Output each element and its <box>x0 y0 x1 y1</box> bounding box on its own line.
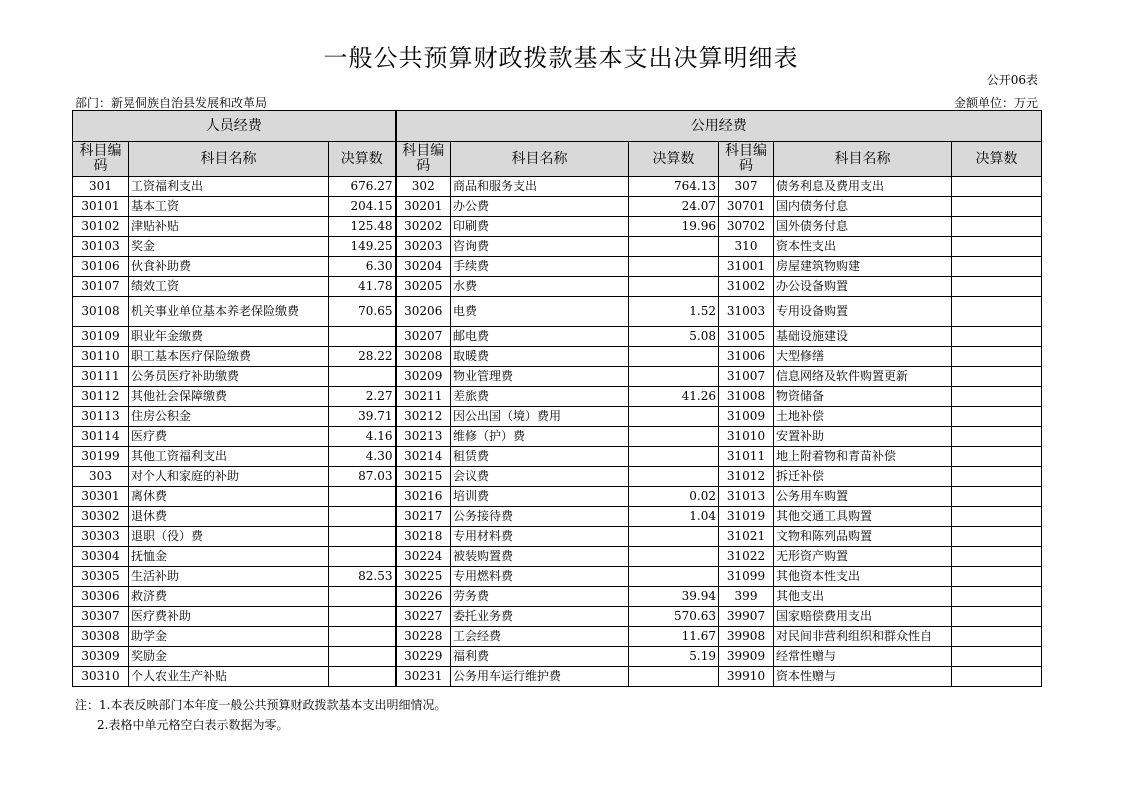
department-label: 部门：新晃侗族自治县发展和改革局 <box>75 96 268 110</box>
subject-code: 30112 <box>73 387 129 407</box>
group-personnel: 人员经费 <box>73 111 396 142</box>
subject-amount: 149.25 <box>329 237 396 257</box>
subject-name: 资本性支出 <box>774 237 952 257</box>
subject-amount: 87.03 <box>329 467 396 487</box>
subject-code: 30305 <box>73 567 129 587</box>
subject-name: 国家赔偿费用支出 <box>774 607 952 627</box>
subject-code: 30306 <box>73 587 129 607</box>
subject-name: 办公费 <box>451 197 629 217</box>
subject-code: 30201 <box>396 197 451 217</box>
subject-amount <box>329 667 396 687</box>
subject-code: 30203 <box>396 237 451 257</box>
subject-code: 31002 <box>719 277 774 297</box>
subject-code: 30213 <box>396 427 451 447</box>
subject-name: 其他交通工具购置 <box>774 507 952 527</box>
subject-amount: 41.78 <box>329 277 396 297</box>
subject-code: 30212 <box>396 407 451 427</box>
subject-amount: 1.52 <box>629 297 719 327</box>
subject-name: 对民间非营利组织和群众性自 <box>774 627 952 647</box>
subject-amount <box>329 507 396 527</box>
subject-amount <box>952 507 1042 527</box>
subject-code: 30227 <box>396 607 451 627</box>
subject-amount <box>952 667 1042 687</box>
subject-name: 机关事业单位基本养老保险缴费 <box>129 297 329 327</box>
subject-code: 30231 <box>396 667 451 687</box>
subject-name: 经常性赠与 <box>774 647 952 667</box>
subject-amount <box>952 257 1042 277</box>
subject-amount: 11.67 <box>629 627 719 647</box>
subject-code: 30107 <box>73 277 129 297</box>
subject-name: 手续费 <box>451 257 629 277</box>
subject-code: 31019 <box>719 507 774 527</box>
table-row <box>73 507 1042 527</box>
subject-name: 物业管理费 <box>451 367 629 387</box>
col-code-b: 科目编码 <box>396 142 451 177</box>
subject-name: 抚恤金 <box>129 547 329 567</box>
subject-code: 30215 <box>396 467 451 487</box>
subject-amount: 41.26 <box>629 387 719 407</box>
subject-code: 30211 <box>396 387 451 407</box>
subject-amount <box>629 547 719 567</box>
subject-code: 39909 <box>719 647 774 667</box>
subject-amount <box>952 447 1042 467</box>
subject-amount <box>952 177 1042 197</box>
subject-name: 安置补助 <box>774 427 952 447</box>
subject-amount: 676.27 <box>329 177 396 197</box>
subject-code: 31003 <box>719 297 774 327</box>
note-2: 2.表格中单元格空白表示数据为零。 <box>97 718 289 732</box>
subject-code: 30224 <box>396 547 451 567</box>
subject-amount <box>952 197 1042 217</box>
subject-name: 专用设备购置 <box>774 297 952 327</box>
subject-code: 30302 <box>73 507 129 527</box>
subject-amount: 570.63 <box>629 607 719 627</box>
table-row <box>73 587 1042 607</box>
subject-code: 399 <box>719 587 774 607</box>
subject-amount <box>629 367 719 387</box>
subject-code: 30216 <box>396 487 451 507</box>
subject-amount <box>952 607 1042 627</box>
subject-name: 拆迁补偿 <box>774 467 952 487</box>
subject-name: 会议费 <box>451 467 629 487</box>
table-row <box>73 197 1042 217</box>
subject-name: 奖励金 <box>129 647 329 667</box>
table-row <box>73 487 1042 507</box>
subject-amount <box>952 347 1042 367</box>
subject-code: 30102 <box>73 217 129 237</box>
subject-name: 津贴补贴 <box>129 217 329 237</box>
subject-amount <box>629 567 719 587</box>
subject-name: 咨询费 <box>451 237 629 257</box>
col-name-b: 科目名称 <box>451 142 629 177</box>
subject-amount <box>952 567 1042 587</box>
subject-code: 30101 <box>73 197 129 217</box>
subject-name: 邮电费 <box>451 327 629 347</box>
subject-amount <box>952 487 1042 507</box>
subject-name: 商品和服务支出 <box>451 177 629 197</box>
table-row <box>73 367 1042 387</box>
subject-name: 委托业务费 <box>451 607 629 627</box>
subject-name: 债务利息及费用支出 <box>774 177 952 197</box>
subject-name: 水费 <box>451 277 629 297</box>
subject-name: 因公出国（境）费用 <box>451 407 629 427</box>
subject-code: 39908 <box>719 627 774 647</box>
subject-amount: 764.13 <box>629 177 719 197</box>
subject-code: 30209 <box>396 367 451 387</box>
subject-name: 医疗费 <box>129 427 329 447</box>
subject-amount <box>952 547 1042 567</box>
subject-code: 30204 <box>396 257 451 277</box>
table-row <box>73 447 1042 467</box>
subject-amount <box>952 327 1042 347</box>
subject-code: 30217 <box>396 507 451 527</box>
subject-amount <box>952 587 1042 607</box>
subject-name: 国外债务付息 <box>774 217 952 237</box>
subject-name: 退休费 <box>129 507 329 527</box>
subject-code: 30206 <box>396 297 451 327</box>
subject-code: 30301 <box>73 487 129 507</box>
subject-name: 公务用车运行维护费 <box>451 667 629 687</box>
table-row <box>73 327 1042 347</box>
subject-amount <box>952 277 1042 297</box>
subject-code: 30229 <box>396 647 451 667</box>
subject-amount <box>329 527 396 547</box>
subject-amount <box>329 327 396 347</box>
group-public: 公用经费 <box>396 111 1042 142</box>
subject-name: 其他支出 <box>774 587 952 607</box>
subject-name: 信息网络及软件购置更新 <box>774 367 952 387</box>
table-row <box>73 567 1042 587</box>
subject-amount: 4.16 <box>329 427 396 447</box>
subject-name: 专用燃料费 <box>451 567 629 587</box>
expenditure-table <box>72 110 1042 687</box>
subject-code: 30199 <box>73 447 129 467</box>
subject-name: 对个人和家庭的补助 <box>129 467 329 487</box>
table-row <box>73 627 1042 647</box>
unit-label: 金额单位：万元 <box>953 96 1038 110</box>
subject-code: 31006 <box>719 347 774 367</box>
subject-name: 大型修缮 <box>774 347 952 367</box>
subject-amount: 39.71 <box>329 407 396 427</box>
subject-name: 工会经费 <box>451 627 629 647</box>
subject-name: 基本工资 <box>129 197 329 217</box>
subject-amount: 82.53 <box>329 567 396 587</box>
subject-amount <box>629 527 719 547</box>
subject-amount: 39.94 <box>629 587 719 607</box>
col-code-c: 科目编码 <box>719 142 774 177</box>
subject-amount <box>629 667 719 687</box>
subject-code: 30310 <box>73 667 129 687</box>
subject-amount <box>629 257 719 277</box>
subject-code: 31013 <box>719 487 774 507</box>
subject-amount: 70.65 <box>329 297 396 327</box>
subject-name: 工资福利支出 <box>129 177 329 197</box>
table-row <box>73 177 1042 197</box>
subject-amount <box>629 467 719 487</box>
subject-code: 302 <box>396 177 451 197</box>
subject-amount <box>329 627 396 647</box>
subject-amount: 125.48 <box>329 217 396 237</box>
subject-code: 30110 <box>73 347 129 367</box>
subject-code: 31022 <box>719 547 774 567</box>
subject-name: 助学金 <box>129 627 329 647</box>
subject-name: 公务用车购置 <box>774 487 952 507</box>
subject-amount <box>329 487 396 507</box>
subject-code: 30103 <box>73 237 129 257</box>
subject-code: 30109 <box>73 327 129 347</box>
subject-name: 物资储备 <box>774 387 952 407</box>
subject-code: 30205 <box>396 277 451 297</box>
subject-name: 伙食补助费 <box>129 257 329 277</box>
subject-amount: 28.22 <box>329 347 396 367</box>
subject-name: 地上附着物和青苗补偿 <box>774 447 952 467</box>
subject-name: 职业年金缴费 <box>129 327 329 347</box>
subject-code: 310 <box>719 237 774 257</box>
group-header-row <box>73 111 1042 142</box>
subject-amount <box>329 547 396 567</box>
col-amount-a: 决算数 <box>329 142 396 177</box>
subject-code: 30309 <box>73 647 129 667</box>
subject-amount <box>629 237 719 257</box>
subject-amount <box>952 297 1042 327</box>
subject-amount <box>329 587 396 607</box>
subject-name: 取暖费 <box>451 347 629 367</box>
subject-name: 其他工资福利支出 <box>129 447 329 467</box>
subject-code: 30226 <box>396 587 451 607</box>
subject-code: 31005 <box>719 327 774 347</box>
subject-amount <box>952 407 1042 427</box>
subject-code: 30218 <box>396 527 451 547</box>
subject-name: 印刷费 <box>451 217 629 237</box>
subject-name: 土地补偿 <box>774 407 952 427</box>
subject-name: 公务接待费 <box>451 507 629 527</box>
form-code: 公开06表 <box>986 73 1038 87</box>
table-row <box>73 257 1042 277</box>
subject-amount: 1.04 <box>629 507 719 527</box>
table-row <box>73 237 1042 257</box>
table-row <box>73 297 1042 327</box>
subject-code: 30228 <box>396 627 451 647</box>
subject-code: 30307 <box>73 607 129 627</box>
subject-name: 福利费 <box>451 647 629 667</box>
table-row <box>73 347 1042 367</box>
subject-code: 30304 <box>73 547 129 567</box>
subject-amount <box>629 277 719 297</box>
subject-name: 电费 <box>451 297 629 327</box>
subject-name: 劳务费 <box>451 587 629 607</box>
table-row <box>73 547 1042 567</box>
subject-amount <box>629 407 719 427</box>
subject-amount <box>629 427 719 447</box>
subject-code: 31099 <box>719 567 774 587</box>
subject-name: 专用材料费 <box>451 527 629 547</box>
subject-name: 职工基本医疗保险缴费 <box>129 347 329 367</box>
subject-amount: 204.15 <box>329 197 396 217</box>
subject-code: 30113 <box>73 407 129 427</box>
subject-code: 30202 <box>396 217 451 237</box>
table-row <box>73 467 1042 487</box>
subject-amount <box>329 607 396 627</box>
table-row <box>73 387 1042 407</box>
subject-amount <box>952 627 1042 647</box>
subject-amount <box>952 527 1042 547</box>
subject-code: 31009 <box>719 407 774 427</box>
subject-amount: 5.08 <box>629 327 719 347</box>
subject-name: 办公设备购置 <box>774 277 952 297</box>
subject-name: 其他社会保障缴费 <box>129 387 329 407</box>
subject-name: 个人农业生产补贴 <box>129 667 329 687</box>
table-row <box>73 407 1042 427</box>
subject-name: 救济费 <box>129 587 329 607</box>
table-row <box>73 647 1042 667</box>
subject-name: 国内债务付息 <box>774 197 952 217</box>
subject-amount: 24.07 <box>629 197 719 217</box>
subject-name: 住房公积金 <box>129 407 329 427</box>
table-row <box>73 427 1042 447</box>
subject-name: 培训费 <box>451 487 629 507</box>
subject-name: 租赁费 <box>451 447 629 467</box>
column-header-row <box>73 142 1042 177</box>
table-row <box>73 607 1042 627</box>
subject-code: 39910 <box>719 667 774 687</box>
subject-code: 30207 <box>396 327 451 347</box>
col-name-a: 科目名称 <box>129 142 329 177</box>
subject-name: 医疗费补助 <box>129 607 329 627</box>
table-row <box>73 277 1042 297</box>
subject-code: 30108 <box>73 297 129 327</box>
subject-code: 301 <box>73 177 129 197</box>
table-row <box>73 527 1042 547</box>
subject-name: 资本性赠与 <box>774 667 952 687</box>
subject-name: 奖金 <box>129 237 329 257</box>
subject-name: 基础设施建设 <box>774 327 952 347</box>
subject-code: 31010 <box>719 427 774 447</box>
subject-code: 31001 <box>719 257 774 277</box>
subject-amount: 5.19 <box>629 647 719 667</box>
subject-amount <box>952 387 1042 407</box>
subject-amount: 4.30 <box>329 447 396 467</box>
note-1: 注：1.本表反映部门本年度一般公共预算财政拨款基本支出明细情况。 <box>75 698 447 712</box>
subject-code: 30114 <box>73 427 129 447</box>
subject-code: 31007 <box>719 367 774 387</box>
subject-amount <box>629 447 719 467</box>
subject-amount <box>952 237 1042 257</box>
subject-code: 31021 <box>719 527 774 547</box>
subject-name: 房屋建筑物购建 <box>774 257 952 277</box>
subject-name: 退职（役）费 <box>129 527 329 547</box>
subject-code: 30701 <box>719 197 774 217</box>
subject-code: 307 <box>719 177 774 197</box>
subject-code: 39907 <box>719 607 774 627</box>
table-row <box>73 217 1042 237</box>
subject-name: 维修（护）费 <box>451 427 629 447</box>
subject-name: 离休费 <box>129 487 329 507</box>
subject-code: 30303 <box>73 527 129 547</box>
subject-amount <box>952 647 1042 667</box>
page-title: 一般公共预算财政拨款基本支出决算明细表 <box>323 44 799 72</box>
subject-amount <box>952 467 1042 487</box>
subject-name: 公务员医疗补助缴费 <box>129 367 329 387</box>
subject-name: 无形资产购置 <box>774 547 952 567</box>
subject-amount <box>629 347 719 367</box>
subject-code: 31011 <box>719 447 774 467</box>
subject-code: 303 <box>73 467 129 487</box>
subject-amount: 19.96 <box>629 217 719 237</box>
col-amount-c: 决算数 <box>952 142 1042 177</box>
subject-code: 30208 <box>396 347 451 367</box>
subject-code: 31012 <box>719 467 774 487</box>
subject-amount: 0.02 <box>629 487 719 507</box>
subject-name: 绩效工资 <box>129 277 329 297</box>
subject-code: 30702 <box>719 217 774 237</box>
subject-name: 文物和陈列品购置 <box>774 527 952 547</box>
subject-amount <box>329 367 396 387</box>
subject-name: 被装购置费 <box>451 547 629 567</box>
subject-name: 其他资本性支出 <box>774 567 952 587</box>
table-row <box>73 667 1042 687</box>
subject-code: 30225 <box>396 567 451 587</box>
subject-name: 差旅费 <box>451 387 629 407</box>
subject-amount <box>952 427 1042 447</box>
subject-amount: 6.30 <box>329 257 396 277</box>
subject-amount <box>952 367 1042 387</box>
col-amount-b: 决算数 <box>629 142 719 177</box>
subject-code: 30106 <box>73 257 129 277</box>
subject-amount <box>329 647 396 667</box>
subject-name: 生活补助 <box>129 567 329 587</box>
subject-code: 30308 <box>73 627 129 647</box>
subject-code: 30111 <box>73 367 129 387</box>
col-name-c: 科目名称 <box>774 142 952 177</box>
subject-amount: 2.27 <box>329 387 396 407</box>
subject-amount <box>952 217 1042 237</box>
col-code-a: 科目编码 <box>73 142 129 177</box>
subject-code: 30214 <box>396 447 451 467</box>
subject-code: 31008 <box>719 387 774 407</box>
